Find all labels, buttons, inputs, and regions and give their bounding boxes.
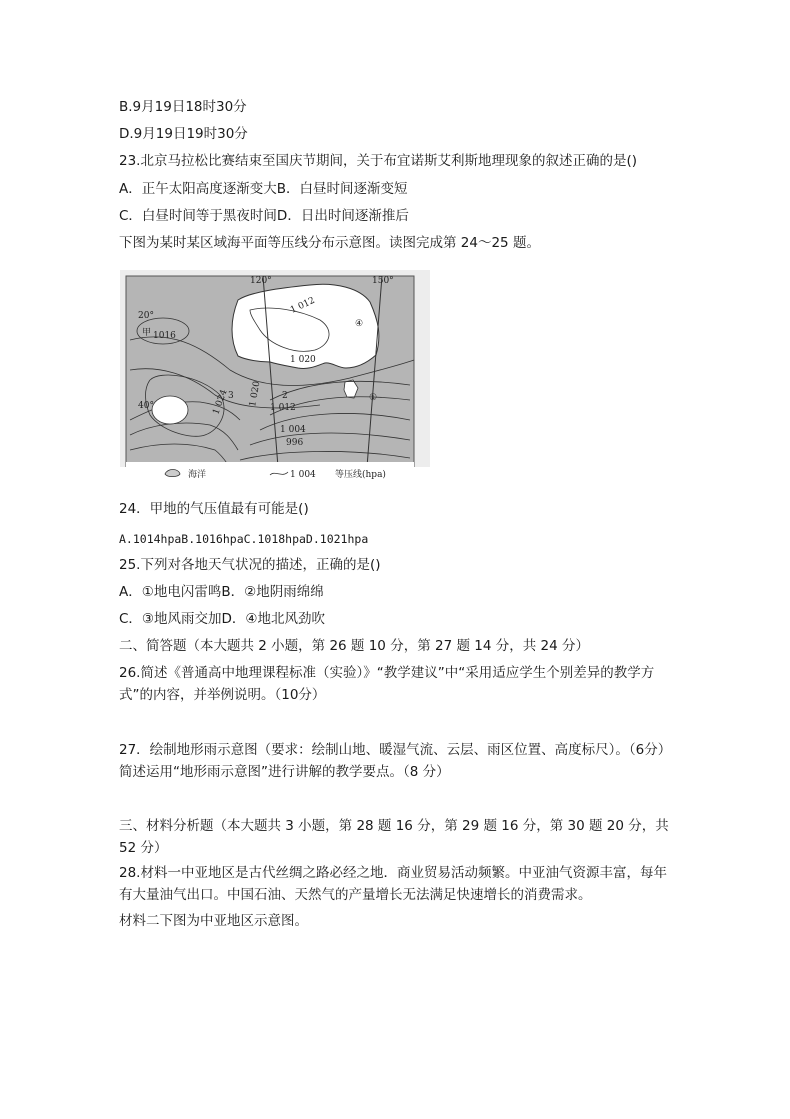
lon-150-label: 150° (372, 276, 394, 286)
legend-isobar-value: 1 004 (290, 470, 316, 480)
question-23: 23.北京马拉松比赛结束至国庆节期间，关于布宜诺斯艾利斯地理现象的叙述正确的是() (119, 153, 638, 169)
isobar-map (120, 270, 430, 481)
question-23-options-ab: A．正午太阳高度逐渐变大B．白昼时间逐渐变短 (119, 181, 408, 197)
lat-20-label: 20° (138, 311, 154, 321)
isobar-1024: 1 024 (211, 388, 230, 417)
question-25-options-cd: C．③地风雨交加D．④地北风劲吹 (119, 611, 326, 627)
point-2-label: 2 (282, 391, 288, 401)
point-4-label: ④ (355, 319, 364, 329)
question-24: 24．甲地的气压值最有可能是() (119, 501, 309, 517)
question-24-options: A.1014hpaB.1016hpaC.1018hpaD.1021hpa (119, 532, 369, 546)
legend-isobar-label: 等压线(hpa) (335, 470, 386, 480)
map-intro: 下图为某时某区域海平面等压线分布示意图。读图完成第 24～25 题。 (119, 235, 540, 251)
lat-40-label: 40° (138, 401, 154, 411)
point-1-label: ① (369, 393, 378, 403)
question-28-material-1: 28.材料一中亚地区是古代丝绸之路必经之地．商业贸易活动频繁。中亚油气资源丰富，每年有大量油气出口。中国石油、天然气的产量增长无法满足快速增长的消费需求。 (119, 865, 667, 903)
material-2: 材料二下图为中亚地区示意图。 (119, 913, 308, 929)
isobar-1020-b: 1 020 (248, 380, 263, 408)
question-27: 27．绘制地形雨示意图（要求：绘制山地、暖湿气流、云层、雨区位置、高度标尺）。（6分）简述运用“地形雨示意图”进行讲解的教学要点。（8 分） (119, 742, 672, 780)
section-3-heading: 三、材料分析题（本大题共 3 小题，第 28 题 16 分，第 29 题 16 分，第 30 题 20 分，共 52 分） (119, 818, 669, 856)
isobar-1012-a: 1 012 (289, 295, 317, 316)
isobar-1004: 1 004 (280, 425, 306, 435)
jia-label: 甲 (142, 328, 152, 338)
point-3-label: 3 (228, 391, 234, 401)
lon-120-label: 120° (250, 276, 272, 286)
question-25-options-ab: A．①地电闪雷鸣B．②地阴雨绵绵 (119, 584, 324, 600)
isobar-1020-a: 1 020 (290, 355, 316, 365)
isobar-1012-b: 1 012 (270, 403, 296, 413)
question-26: 26.简述《普通高中地理课程标准（实验）》“教学建议”中“采用适应学生个别差异的教学方式”的内容，并举例说明。（10分） (119, 665, 655, 703)
jia-value-label: 1016 (153, 331, 176, 341)
option-b-line: B.9月19日18时30分 (119, 99, 247, 115)
option-d-line: D.9月19日19时30分 (119, 126, 248, 142)
question-23-options-cd: C．白昼时间等于黑夜时间D．日出时间逐渐推后 (119, 208, 409, 224)
legend-ocean-label: 海洋 (188, 470, 207, 480)
isobar-996: 996 (286, 438, 304, 448)
question-25: 25.下列对各地天气状况的描述，正确的是() (119, 557, 381, 573)
section-2-heading: 二、简答题（本大题共 2 小题，第 26 题 10 分，第 27 题 14 分，共 24 分） (119, 638, 589, 654)
